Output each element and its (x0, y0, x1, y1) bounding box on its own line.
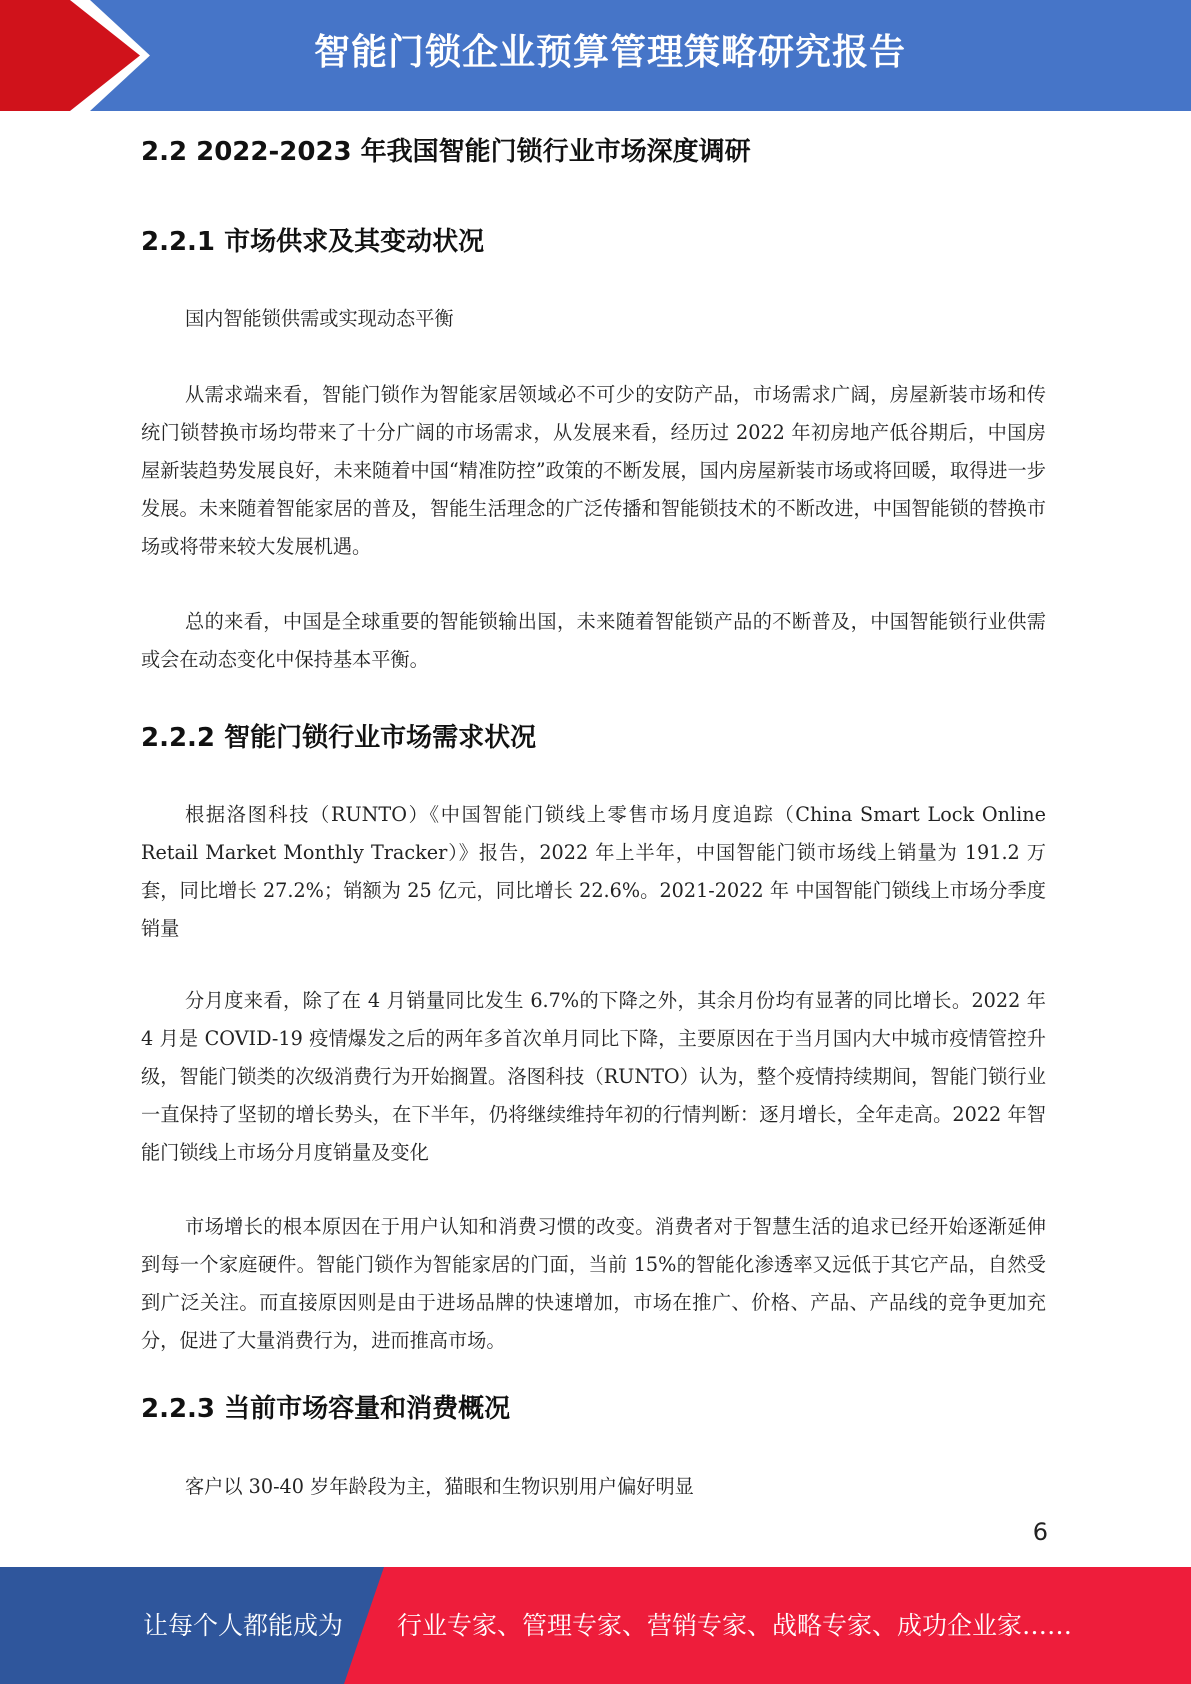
paragraph: 分月度来看，除了在 4 月销量同比发生 6.7%的下降之外，其余月份均有显著的同比增长。2022 年 4 月是 COVID-19 疫情爆发之后的两年多首次单月同比下降，主要原因在于当月国内大中城市疫情管控升级，智能门锁类的次级消费行为开始搁置。洛图科技（RUNTO）认为，整个疫情持续期间，智能门锁行业一直保持了坚韧的增长势头，在下半年，仍将继续维持年初的行情判断：逐月增长，全年走高。2022 年智能门锁线上市场分月度销量及变化 (141, 989, 1046, 1164)
section-heading: 2.2 2022-2023 年我国智能门锁行业市场深度调研 (141, 137, 751, 167)
subsection-heading-2-2-2: 2.2.2 智能门锁行业市场需求状况 (141, 723, 537, 753)
page-number: 6 (1032, 1518, 1048, 1546)
paragraph: 客户以 30-40 岁年龄段为主，猫眼和生物识别用户偏好明显 (185, 1475, 694, 1498)
paragraph: 从需求端来看，智能门锁作为智能家居领域必不可少的安防产品，市场需求广阔，房屋新装市场和传统门锁替换市场均带来了十分广阔的市场需求，从发展来看，经历过 2022 年初房地产低谷期后，中国房屋新装趋势发展良好，未来随着中国“精准防控”政策的不断发展，国内房屋新装市场或将回暖，取得进一步发展。未来随着智能家居的普及，智能生活理念的广泛传播和智能锁技术的不断改进，中国智能锁的替换市场或将带来较大发展机遇。 (141, 383, 1046, 558)
subsection-heading-2-2-3: 2.2.3 当前市场容量和消费概况 (141, 1394, 511, 1424)
footer-slogan-right: 行业专家、管理专家、营销专家、战略专家、成功企业家…… (397, 1611, 1073, 1640)
footer-slogan-left: 让每个人都能成为 (143, 1611, 344, 1640)
paragraph: 市场增长的根本原因在于用户认知和消费习惯的改变。消费者对于智慧生活的追求已经开始逐渐延伸到每一个家庭硬件。智能门锁作为智能家居的门面，当前 15%的智能化渗透率又远低于其它产品，自然受到广泛关注。而直接原因则是由于进场品牌的快速增加，市场在推广、价格、产品、产品线的竞争更加充分，促进了大量消费行为，进而推高市场。 (141, 1215, 1046, 1352)
subsection-heading-2-2-1: 2.2.1 市场供求及其变动状况 (141, 227, 485, 257)
paragraph: 总的来看，中国是全球重要的智能锁输出国，未来随着智能锁产品的不断普及，中国智能锁行业供需或会在动态变化中保持基本平衡。 (141, 610, 1046, 671)
paragraph: 根据洛图科技（RUNTO）《中国智能门锁线上零售市场月度追踪（China Smart Lock Online Retail Market Monthly Tracker）》报告，2022 年上半年，中国智能门锁市场线上销量为 191.2 万套，同比增长 27.2%；销额为 25 亿元，同比增长 22.6%。2021-2022 年 中国智能门锁线上市场分季度销量 (141, 803, 1046, 940)
page-footer (0, 1567, 1191, 1684)
paragraph: 国内智能锁供需或实现动态平衡 (185, 307, 454, 330)
header-chevron-decoration (0, 0, 150, 111)
page-header (0, 0, 1191, 111)
report-title: 智能门锁企业预算管理策略研究报告 (314, 32, 907, 73)
